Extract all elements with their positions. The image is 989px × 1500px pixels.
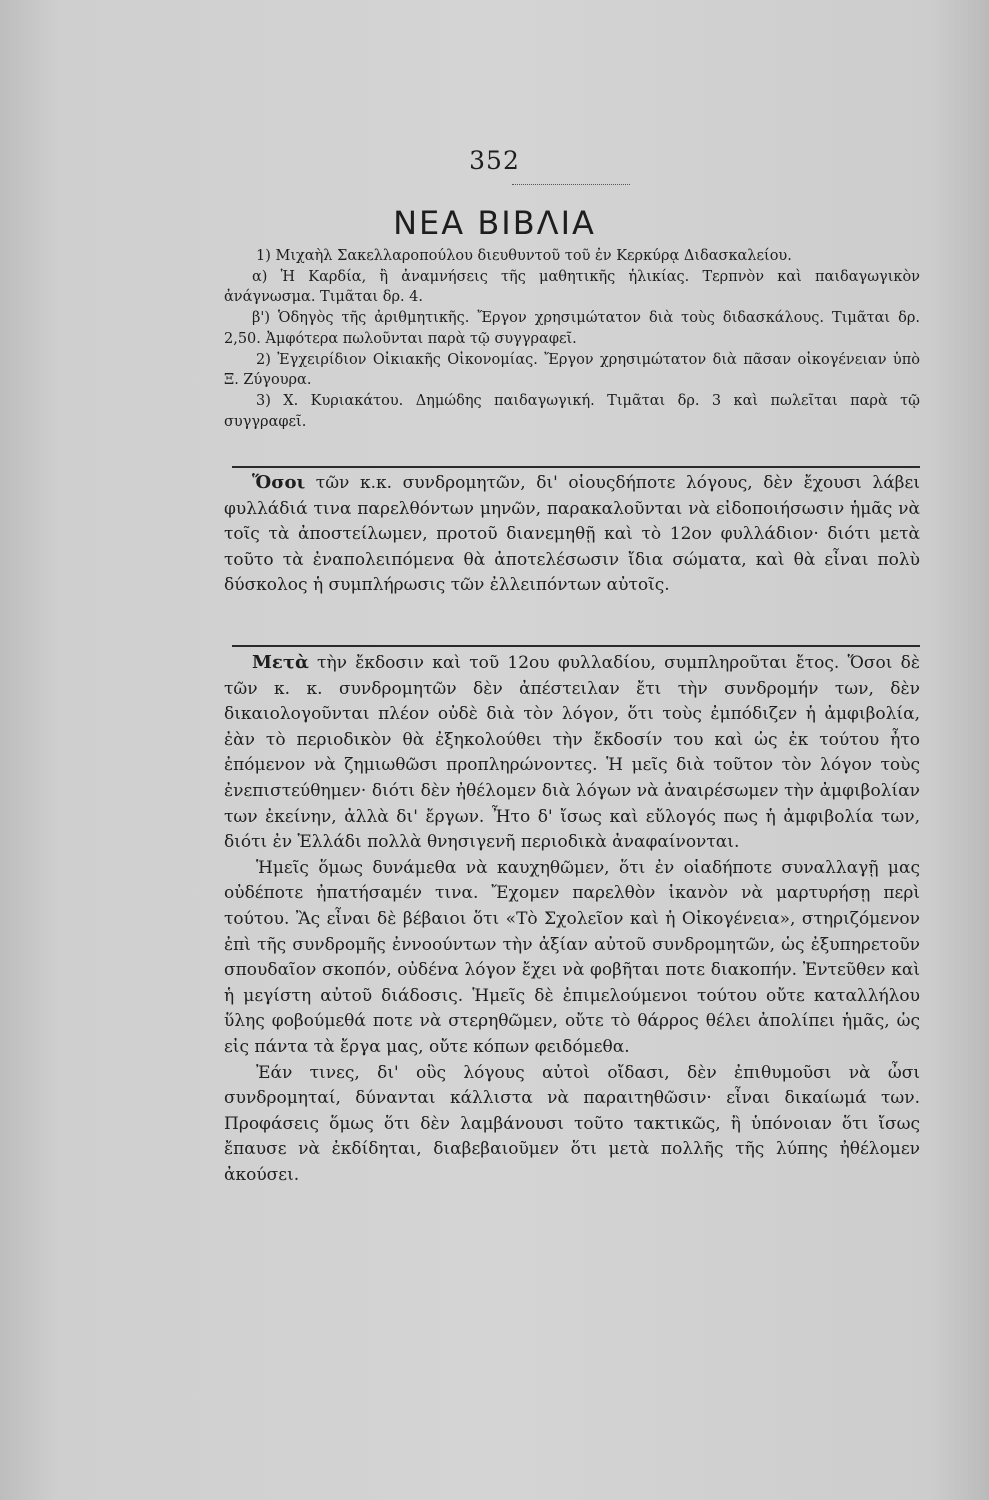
book-entry: 1) Μιχαὴλ Σακελλαροπούλου διευθυντοῦ τοῦ ἐν Κερκύρᾳ Διδασκαλείου. [256,248,792,264]
section-title: ΝΕΑ ΒΙΒΛΙΑ [393,204,596,242]
notice-paragraph: Ἡμεῖς ὅμως δυνάμεθα νὰ καυχηθῶμεν, ὅτι ἐν οἱαδήποτε συναλλαγῇ μας οὐδέποτε ἠπατήσαμέν τινα. Ἔχομεν παρελθὸν ἱκανὸν νὰ μαρτυρήσῃ περὶ τούτου. Ἂς εἶναι δὲ βέβαιοι ὅτι «Τὸ Σχολεῖον καὶ ἡ Οἰκογένεια», στηριζόμενον ἐπὶ τῆς συνδρομῆς ἐννοούντων τὴν ἀξίαν αὐτοῦ συνδρομητῶν, ὡς ἐξυπηρετοῦν σπουδαῖον σκοπόν, οὐδένα λόγον ἔχει νὰ φοβῆται ποτε διακοπήν. Ἐντεῦθεν καὶ ἡ μεγίστη αὐτοῦ διάδοσις. Ἡμεῖς δὲ ἐπιμελούμενοι τούτου οὔτε καταλλήλου ὕλης φοβούμεθά ποτε νὰ στερηθῶμεν, οὔτε τὸ θάρρος θέλει ἀπολίπει ἡμᾶς, ὡς εἰς πάντα τὰ ἔργα μας, οὔτε κόπων φειδόμεθα. [224,857,920,1057]
notice-paragraph: Ἐάν τινες, δι' οὓς λόγους αὐτοὶ οἴδασι, δὲν ἐπιθυμοῦσι νὰ ὦσι συνδρομηταί, δύνανται κάλλιστα νὰ παραιτηθῶσιν· εἶναι δικαίωμά των. Προφάσεις ὅμως ὅτι δὲν λαμβάνουσι τοῦτο τακτικῶς, ἢ ὑπόνοιαν ὅτι ἴσως ἔπαυσε νὰ ἐκδίδηται, διαβεβαιοῦμεν ὅτι μετὰ πολλῆς τῆς λύπης ἠθέλομεν ἀκούσει. [224,1062,920,1185]
notice-paragraph [224,470,920,599]
section-divider [232,645,920,647]
book-entry: 3) Χ. Κυριακάτου. Δημώδης παιδαγωγική. Τιμᾶται δρ. 3 καὶ πωλεῖται παρὰ τῷ συγγραφεῖ. [224,392,920,430]
notice-subscriptions [224,650,920,1188]
notice-body: τῶν κ.κ. συνδρομητῶν, δι' οἱουςδήποτε λόγους, δὲν ἔχουσι λάβει φυλλάδιά τινα παρελθόντων μηνῶν, παρακαλοῦνται νὰ εἰδοποιήσωσιν ἡμᾶς νὰ τοῖς τὰ ἀποστείλωμεν, προτοῦ διανεμηθῇ καὶ τὸ 12ον φυλλάδιον· διότι μετὰ τοῦτο τὰ ἐναπολειπόμενα θὰ ἀποτελέσωσιν ἴδια σώματα, καὶ θὰ εἶναι πολὺ δύσκολος ἡ συμπλήρωσις τῶν ἐλλειπόντων αὐτοῖς. [224,473,920,596]
notice-paragraph [224,650,920,856]
book-entry: 2) Ἐγχειρίδιον Οἰκιακῆς Οἰκονομίας. Ἔργον χρησιμώτατον διὰ πᾶσαν οἰκογένειαν ὑπὸ Ξ. Ζύγουρα. [224,351,920,389]
notice-lead-word: Ὅσοι [252,472,306,493]
notice-lead-word: Μετὰ [252,652,309,673]
notice-body: τὴν ἔκδοσιν καὶ τοῦ 12ου φυλλαδίου, συμπληροῦται ἔτος. Ὅσοι δὲ τῶν κ. κ. συνδρομητῶν δὲν ἀπέστειλαν ἔτι τὴν συνδρομήν των, δὲν δικαιολογοῦνται πλέον οὐδὲ διὰ τὸν λόγον, ὅτι τοὺς ἐμπόδιζεν ἡ ἀμφιβολία, ἐὰν τὸ περιοδικὸν θὰ ἐξηκολούθει τὴν ἔκδοσίν του καὶ ὡς ἐκ τούτου ἦτο ἐπόμενον νὰ ζημιωθῶσι προπληρώνοντες. Ἡ μεῖς διὰ τοῦτον τὸν λόγον τοὺς ἐνεπιστεύθημεν· διότι δὲν ἠθέλομεν διὰ λόγων νὰ ἀναιρέσωμεν τὴν ἀμφιβολίαν των ἐκείνην, ἀλλὰ δι' ἔργων. Ἦτο δ' ἴσως καὶ εὔλογός πως ἡ ἀμφιβολία των, διότι ἐν Ἑλλάδι πολλὰ θνησιγενῆ περιοδικὰ ἀναφαίνονται. [224,653,920,853]
section-divider [232,466,920,468]
header-divider [512,184,630,185]
book-entry: β') Ὁδηγὸς τῆς ἀριθμητικῆς. Ἔργον χρησιμώτατον διὰ τοὺς διδασκάλους. Τιμᾶται δρ. 2,50. Ἀμφότερα πωλοῦνται παρὰ τῷ συγγραφεῖ. [224,310,920,347]
notice-missing-issues [224,470,920,599]
book-entry: α) Ἡ Καρδία, ἢ ἀναμνήσεις τῆς μαθητικῆς ἡλικίας. Τερπνὸν καὶ παιδαγωγικὸν ἀνάγνωσμα. Τιμᾶται δρ. 4. [224,268,920,306]
new-books-list [224,246,920,432]
page-number: 352 [469,146,520,175]
